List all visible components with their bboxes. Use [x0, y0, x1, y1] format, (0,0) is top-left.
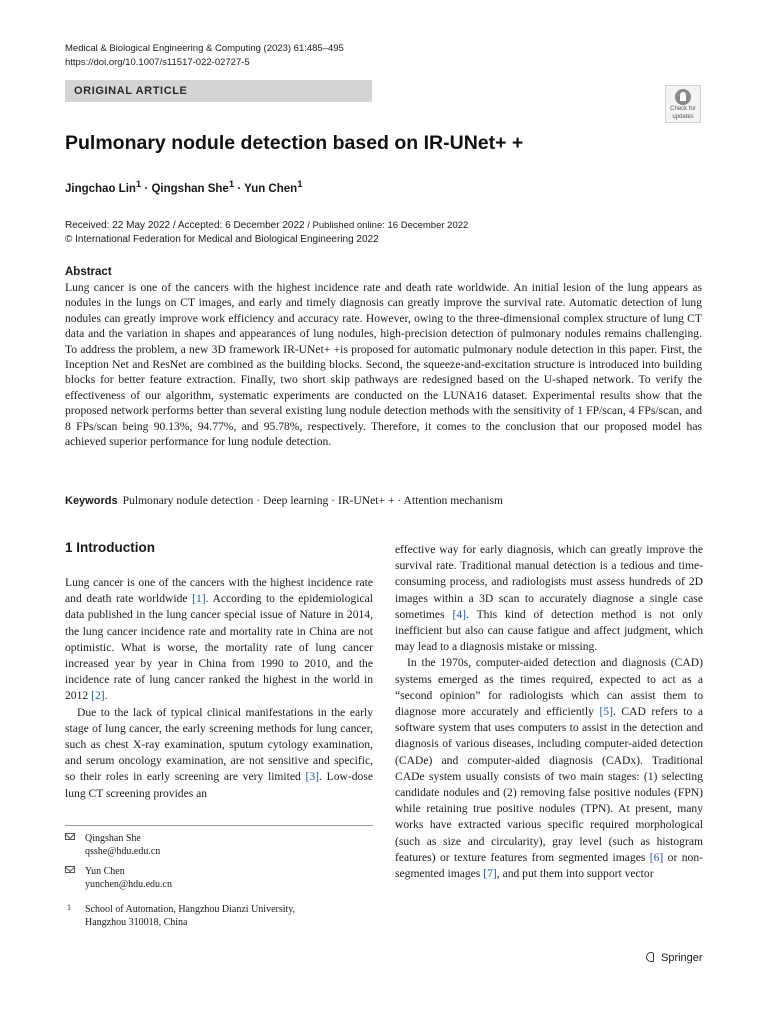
- citation-link[interactable]: [4]: [452, 607, 466, 621]
- badge-text-1: Check for: [670, 106, 696, 112]
- left-column: [65, 575, 373, 802]
- citation-link[interactable]: [1]: [192, 592, 206, 606]
- citation-link[interactable]: [7]: [483, 867, 497, 881]
- corresponding-author-1: [65, 832, 373, 858]
- paper-title: Pulmonary nodule detection based on IR-UNet+ +: [65, 132, 524, 154]
- author-name[interactable]: Qingshan She: [151, 182, 229, 195]
- copyright-line: © International Federation for Medical and Biological Engineering 2022: [65, 234, 379, 245]
- citation-link[interactable]: [6]: [649, 850, 664, 864]
- citation-link[interactable]: [5]: [599, 705, 613, 719]
- keywords-label: Keywords: [65, 495, 118, 507]
- author-list: [65, 179, 303, 195]
- envelope-icon: [65, 833, 75, 840]
- citation-link[interactable]: [2]: [91, 689, 105, 703]
- springer-horse-icon: [645, 951, 656, 964]
- intro-paragraph: effective way for early diagnosis, which can greatly improve the survival rate. Traditional manual detection is a tedious and time-consuming process, and radiologists must assess hundreds of 2D images within a 3D scan to accurately diagnose a single case sometimes [4]. This kind of detection method is not only inefficient but also can cause fatigue and affect judgment, which may lead to a diagnosis mistake or missing.: [395, 543, 703, 654]
- keywords-line: [65, 494, 503, 507]
- intro-paragraph: In the 1970s, computer-aided detection and diagnosis (CAD) systems emerged as the times required, expected to act as a “second opinion” for radiologists which can assist them to diagnose more accurately and efficiently [5]. CAD refers to a software system that uses computers to assist in the detection and diagnosis of various diseases, including computer-aided detection (CADe) and computer-aided diagnosis (CADx). Traditional CADe system usually consists of two main stages: (1) selecting candidate nodules and (2) removing false positive nodules (FPN) while retaining true positive nodules (TPN). At present, many works have extracted various specific required morphological (such as size and circularity), gray level (such as histogram features) or texture features from segmented images [6] or non-segmented images [7], and put them into support vector: [395, 656, 703, 881]
- author-separator: ·: [141, 182, 152, 195]
- corresponding-email[interactable]: qsshe@hdu.edu.cn: [85, 846, 161, 857]
- affiliation-line: Hangzhou 310018, China: [85, 917, 188, 928]
- received-accepted: Received: 22 May 2022 / Accepted: 6 December 2022: [65, 220, 305, 231]
- badge-text-2: updates: [672, 113, 694, 120]
- article-type-bar: ORIGINAL ARTICLE: [65, 80, 372, 102]
- author-name[interactable]: Jingchao Lin: [65, 182, 136, 195]
- author-affiliation: 1: [228, 179, 235, 190]
- intro-paragraph: Lung cancer is one of the cancers with the highest incidence rate and death rate worldwide [1]. According to the epidemiological data published in the lung cancer special issue of Nature in 2014, the lung cancer incidence rate and mortality rate in China are not optimistic. What is worse, the mortality rate of lung cancer increased year by year in China from 1990 to 2010, and the incidence rate of lung cancer ranked the highest in the world in 2012 [2].: [65, 576, 373, 703]
- author-affiliation: 1: [135, 179, 142, 190]
- abstract-heading: Abstract: [65, 266, 112, 278]
- corresponding-author-2: [65, 865, 373, 891]
- corresponding-name: Yun Chen: [85, 866, 125, 877]
- corresponding-email[interactable]: yunchen@hdu.edu.cn: [85, 879, 172, 890]
- published-online: / Published online: 16 December 2022: [304, 220, 469, 231]
- doi-link[interactable]: https://doi.org/10.1007/s11517-022-02727-5: [65, 57, 250, 68]
- keywords-list: Pulmonary nodule detection · Deep learning · IR-UNet+ + · Attention mechanism: [122, 494, 504, 507]
- journal-citation: Medical & Biological Engineering & Computing (2023) 61:485–495: [65, 43, 344, 54]
- section-heading-introduction: 1 Introduction: [65, 540, 155, 555]
- journal-header: [65, 42, 344, 70]
- author-separator: ·: [234, 182, 245, 195]
- affiliation-note: [65, 903, 373, 929]
- abstract-text: Lung cancer is one of the cancers with the highest incidence rate and death rate worldwide. An initial lesion of the lung appears as nodules in the lungs on CT images, and early and timely diagnosis can greatly improve the survival rate. Automatic detection of lung nodules can greatly improve work efficiency and accuracy rate. However, owing to the three-dimensional complex structure of lung CT data and the variation in shapes and appearances of lung nodules, high-precision detection of pulmonary nodules remains challenging. To address the problem, a new 3D framework IR-UNet+ +is proposed for automatic pulmonary nodule detection in this paper. First, the Inception Net and ResNet are combined as the building blocks. Second, the squeeze-and-excitation structure is introduced into building blocks for better feature extraction. Finally, two short skip pathways are redesigned based on the U-shaped network. To verify the effectiveness of our algorithm, systematic experiments are conducted on the LUNA16 dataset. Experimental results show that the proposed network performs better than several existing lung nodule detection methods with the sensitivity of 1 FP/scan, 4 FPs/scan, and 8 FPs/scan being 90.13%, 94.77%, and 95.78%, respectively. Therefore, it comes to the conclusion that our proposed model has achieved superior performance for lung nodule detection.: [65, 281, 702, 449]
- corresponding-name: Qingshan She: [85, 833, 141, 844]
- intro-paragraph: Due to the lack of typical clinical manifestations in the early stage of lung cancer, the early screening methods for lung cancer, such as chest X-ray examination, sputum cytology examination, and serum oncology examination, are not sensitive and specific, so their roles in early screening are very limited [3]. Low-dose lung CT screening provides an: [65, 705, 373, 800]
- publisher-logo: [645, 951, 703, 964]
- publisher-name: Springer: [661, 951, 703, 964]
- right-column: [395, 542, 703, 882]
- envelope-icon: [65, 866, 75, 873]
- citation-link[interactable]: [3]: [305, 770, 320, 784]
- check-for-updates-icon: [675, 89, 691, 105]
- footnote-divider: [65, 825, 373, 826]
- affiliation-number: 1: [67, 903, 71, 912]
- affiliation-line: School of Automation, Hangzhou Dianzi University,: [85, 904, 296, 915]
- article-dates: [65, 219, 468, 247]
- author-name[interactable]: Yun Chen: [244, 182, 298, 195]
- author-affiliation: 1: [297, 179, 303, 190]
- check-for-updates-badge[interactable]: [665, 85, 701, 123]
